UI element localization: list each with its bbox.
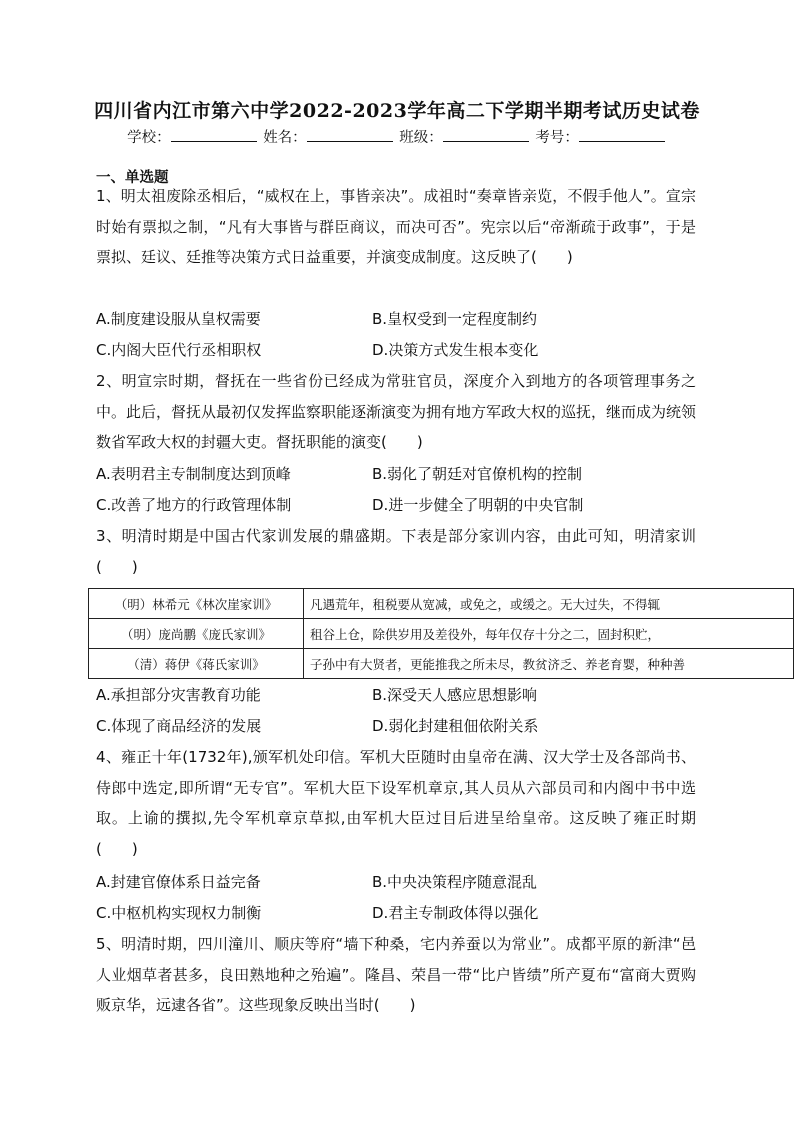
question-1-options [96,304,696,365]
option-c[interactable]: C.中枢机构实现权力制衡 [96,903,262,922]
option-a[interactable]: A.表明君主专制制度达到顶峰 [96,465,291,483]
question-4-options [96,867,696,928]
question-5-stem: 5、明清时期，四川潼川、顺庆等府“墙下种桑，宅内养蚕以为常业”。成都平原的新津“邑人业烟草者甚多，良田熟地种之殆遍”。隆昌、荣昌一带“比户皆绩”所产夏布“富商大贾购贩京华，远逮各省”。这些现象反映出当时( ) [96,935,696,1014]
question-3-stem: 3、明清时期是中国古代家训发展的鼎盛期。下表是部分家训内容，由此可知，明清家训( ) [96,527,696,576]
option-d[interactable]: D.决策方式发生根本变化 [372,340,539,359]
table-cell-text: 凡遇荒年，租税要从宽减，或免之，或缓之。无大过失，不得辄 [303,589,793,619]
table-cell-text: 租谷上仓，除供岁用及差役外，每年仅存十分之二，固封积贮， [303,619,793,649]
option-c[interactable]: C.体现了商品经济的发展 [96,716,262,735]
class-label: 班级： [399,130,443,146]
class-blank[interactable] [443,127,529,142]
question-2-stem: 2、明宣宗时期，督抚在一些省份已经成为常驻官员，深度介入到地方的各项管理事务之中。此后，督抚从最初仅发挥监察职能逐渐演变为拥有地方军政大权的巡抚，继而成为统领数省军政大权的封疆大吏。督抚职能的演变( ) [96,372,697,451]
question-1-stem: 1、明太祖废除丞相后，“威权在上，事皆亲决”。成祖时“奏章皆亲览，不假手他人”。宣宗时始有票拟之制，“凡有大事皆与群臣商议，而决可否”。宪宗以后“帝渐疏于政事”，于是票拟、廷议、廷推等决策方式日益重要，并演变成制度。这反映了( ) [96,187,696,266]
option-d[interactable]: D.弱化封建租佃依附关系 [372,716,539,735]
question-2-options [96,459,696,520]
table-row [89,649,794,679]
option-b[interactable]: B.弱化了朝廷对官僚机构的控制 [372,465,583,483]
number-label: 考号： [535,130,579,146]
name-label: 姓名： [263,130,307,146]
option-d[interactable]: D.进一步健全了明朝的中央官制 [372,495,584,514]
table-row [89,589,794,619]
option-a[interactable]: A.制度建设服从皇权需要 [96,310,261,328]
option-b[interactable]: B.中央决策程序随意混乱 [372,873,538,891]
option-c[interactable]: C.改善了地方的行政管理体制 [96,495,292,514]
table-row [89,619,794,649]
question-3-options [96,680,696,741]
number-blank[interactable] [579,127,665,142]
option-c[interactable]: C.内阁大臣代行丞相职权 [96,340,262,359]
student-info-line [0,126,794,147]
table-cell-source: （明）林希元《林次崖家训》 [89,589,304,619]
school-label: 学校： [127,130,171,146]
option-d[interactable]: D.君主专制政体得以强化 [372,903,539,922]
option-a[interactable]: A.承担部分灾害教育功能 [96,686,261,704]
table-cell-source: （明）庞尚鹏《庞氏家训》 [89,619,304,649]
name-blank[interactable] [307,127,393,142]
question-4-stem: 4、雍正十年(1732年),颁军机处印信。军机大臣随时由皇帝在满、汉大学士及各部尚书、侍郎中选定,即所谓“无专官”。军机大臣下设军机章京,其人员从六部员司和内阁中书中选取。上谕的撰拟,先令军机章京草拟,由军机大臣过目后进呈给皇帝。这反映了雍正时期( ) [96,748,696,858]
section-heading: 一、单选题 [96,170,169,186]
option-b[interactable]: B.深受天人感应思想影响 [372,686,538,704]
table-cell-text: 子孙中有大贤者，更能推我之所未尽，教贫济乏、养老育婴，种种善 [303,649,793,679]
family-instructions-table [88,588,794,679]
option-a[interactable]: A.封建官僚体系日益完备 [96,873,261,891]
table-cell-source: （清）蒋伊《蒋氏家训》 [89,649,304,679]
option-b[interactable]: B.皇权受到一定程度制约 [372,310,538,328]
school-blank[interactable] [171,127,257,142]
exam-title: 四川省内江市第六中学2022-2023学年高二下学期半期考试历史试卷 [94,100,700,122]
